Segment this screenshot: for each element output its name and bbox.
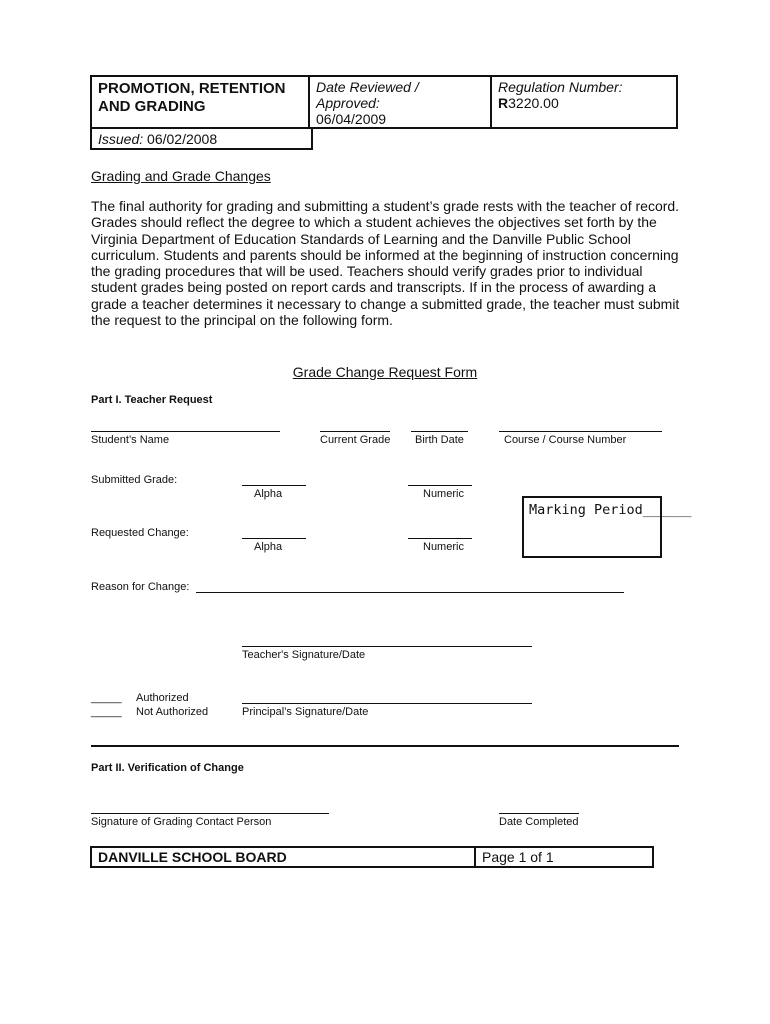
- not-authorized-label: Not Authorized: [136, 706, 209, 718]
- birth-date-label: Birth Date: [415, 434, 464, 446]
- school-board-name: DANVILLE SCHOOL BOARD: [92, 848, 476, 866]
- date-reviewed-label-line2: Approved:: [316, 95, 380, 111]
- requested-alpha-field[interactable]: [242, 538, 306, 539]
- requested-change-label: Requested Change:: [91, 527, 189, 539]
- submitted-grade-label: Submitted Grade:: [91, 474, 178, 486]
- teacher-signature-label: Teacher's Signature/Date: [242, 649, 366, 661]
- requested-numeric-label: Numeric: [423, 541, 464, 553]
- issued-cell: [90, 129, 313, 150]
- paragraph-line: student grades being posted on report cards and transcripts. If in the process of awarding a: [91, 279, 656, 296]
- policy-title-cell: [92, 77, 310, 127]
- date-reviewed-label-line1: Date Reviewed /: [316, 79, 419, 95]
- student-name-field[interactable]: [91, 431, 280, 432]
- student-name-label: Student’s Name: [91, 434, 170, 446]
- policy-paragraph: [91, 198, 683, 328]
- requested-numeric-field[interactable]: [408, 538, 472, 539]
- page-number: Page 1 of 1: [482, 849, 554, 865]
- part2-heading: Part II. Verification of Change: [91, 762, 244, 774]
- regulation-digits: 3220.00: [508, 95, 559, 111]
- reason-label: Reason for Change:: [91, 581, 190, 593]
- course-number-field[interactable]: [499, 431, 662, 432]
- paragraph-line: curriculum. Students and parents should be informed at the beginning of instruction concerning: [91, 246, 679, 263]
- regulation-number-value: [498, 95, 672, 111]
- paragraph-line: Virginia Department of Education Standards of Learning and the Danville Public School: [91, 230, 631, 247]
- section-divider: [91, 745, 679, 747]
- reason-field[interactable]: [196, 592, 624, 593]
- issued-label: Issued:: [98, 131, 144, 147]
- current-grade-field[interactable]: [320, 431, 390, 432]
- part1-heading: Part I. Teacher Request: [91, 394, 213, 406]
- requested-alpha-label: Alpha: [254, 541, 283, 553]
- regulation-number-cell: [492, 77, 678, 127]
- teacher-signature-field[interactable]: [242, 646, 532, 647]
- paragraph-line: the request to the principal on the following form.: [91, 312, 393, 329]
- authorized-checkbox[interactable]: _____: [91, 692, 122, 704]
- policy-title-line2: AND GRADING: [98, 98, 206, 115]
- submitted-numeric-field[interactable]: [408, 485, 472, 486]
- regulation-prefix: R: [498, 95, 509, 111]
- issued-date: 06/02/2008: [147, 131, 218, 147]
- paragraph-line: the grading procedures that will be used. Teachers should verify grades prior to individual: [91, 263, 643, 280]
- submitted-numeric-label: Numeric: [423, 488, 464, 500]
- principal-signature-field[interactable]: [242, 703, 532, 704]
- date-reviewed-value: 06/04/2009: [316, 111, 387, 127]
- regulation-number-label: Regulation Number:: [498, 79, 623, 95]
- paragraph-line: Grades should reflect the degree to which a student achieves the objectives set forth by the: [91, 214, 657, 231]
- course-number-label: Course / Course Number: [504, 434, 627, 446]
- date-reviewed-cell: [310, 77, 492, 127]
- header-table: [90, 75, 678, 129]
- birth-date-field[interactable]: [411, 431, 468, 432]
- footer-table: [90, 846, 654, 868]
- authorized-label: Authorized: [136, 692, 189, 704]
- marking-period-blank[interactable]: ______: [642, 502, 692, 518]
- paragraph-line: The final authority for grading and submitting a student’s grade rests with the teacher of record.: [91, 198, 680, 214]
- grading-contact-label: Signature of Grading Contact Person: [91, 816, 272, 828]
- submitted-alpha-label: Alpha: [254, 488, 283, 500]
- grading-contact-signature-field[interactable]: [91, 813, 329, 814]
- date-completed-field[interactable]: [499, 813, 579, 814]
- date-completed-label: Date Completed: [499, 816, 579, 828]
- principal-signature-label: Principal’s Signature/Date: [242, 706, 369, 718]
- marking-period-label: Marking Period______: [529, 502, 692, 518]
- not-authorized-checkbox[interactable]: _____: [91, 706, 122, 718]
- paragraph-line: grade a teacher determines it necessary to change a submitted grade, the teacher must submit: [91, 295, 680, 312]
- policy-title-line1: PROMOTION, RETENTION: [98, 80, 286, 97]
- current-grade-label: Current Grade: [320, 434, 391, 446]
- form-title: Grade Change Request Form: [292, 364, 478, 380]
- section-title: Grading and Grade Changes: [91, 168, 271, 184]
- submitted-alpha-field[interactable]: [242, 485, 306, 486]
